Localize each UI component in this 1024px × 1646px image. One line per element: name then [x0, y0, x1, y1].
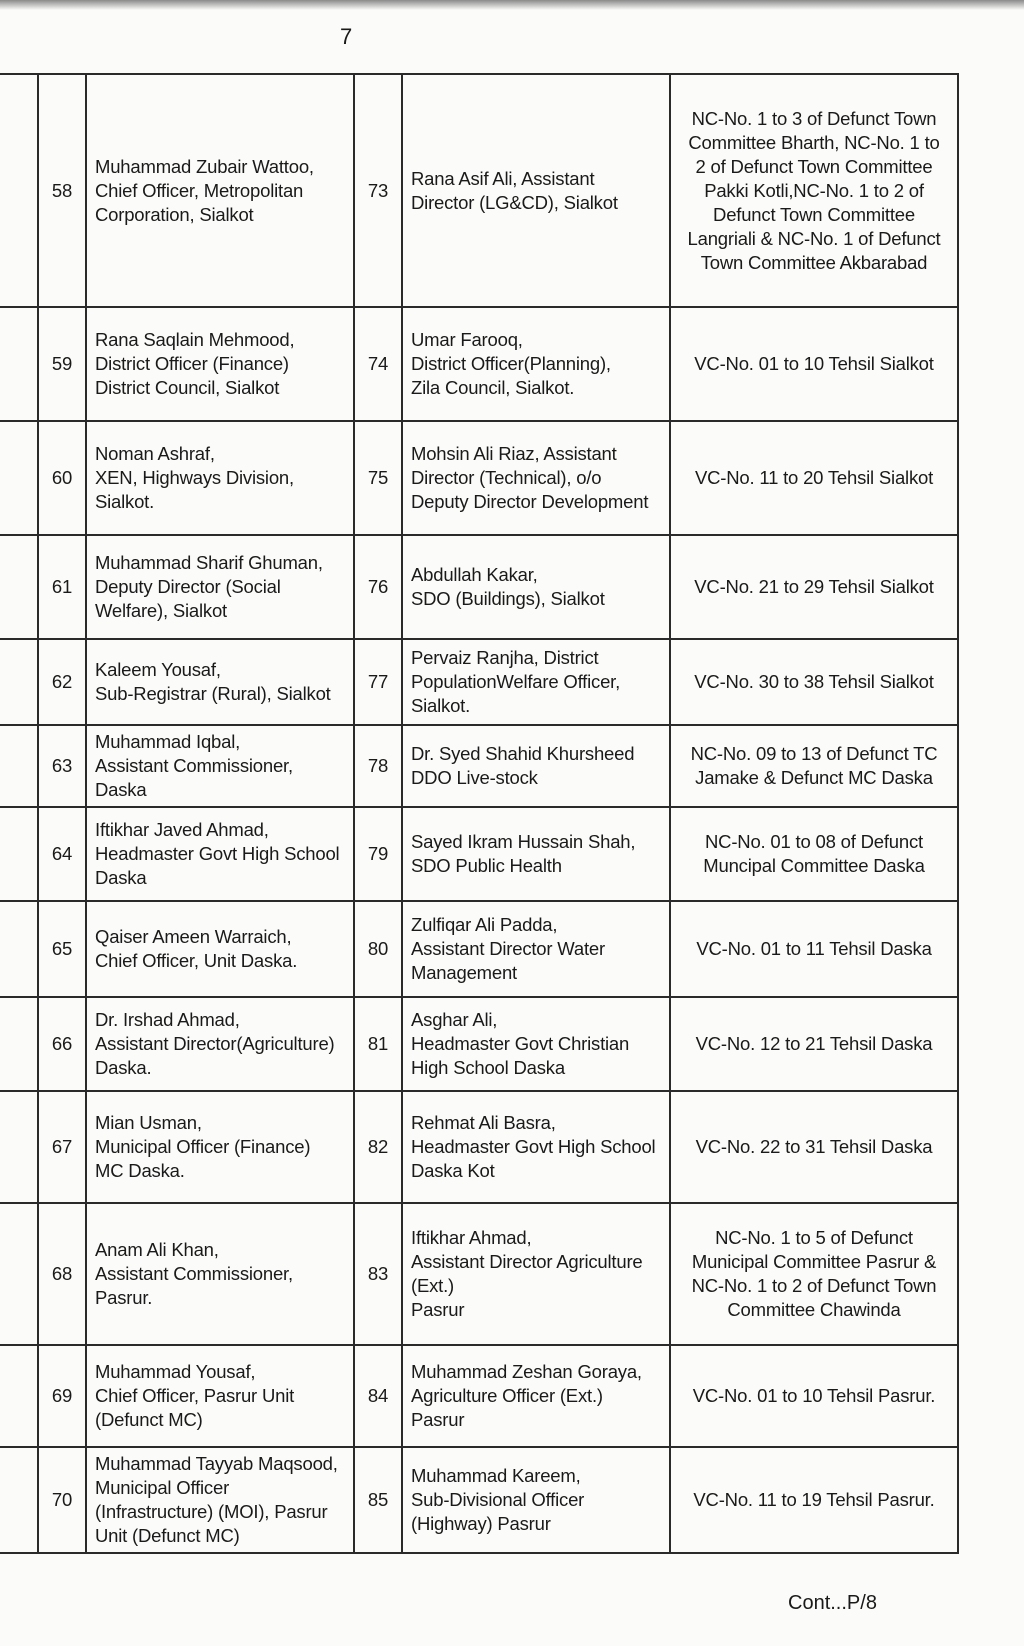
- area-line: Langriali & NC-No. 1 of Defunct: [687, 227, 941, 249]
- officer-line: District Council, Sialkot: [95, 377, 280, 398]
- area-cell: [670, 1091, 958, 1203]
- left-margin-cell: [0, 901, 38, 997]
- officer-2-cell: [402, 1203, 670, 1345]
- officer-line: Kaleem Yousaf,: [95, 659, 221, 680]
- officer-line: Daska: [95, 779, 147, 800]
- officer-line: Municipal Officer: [95, 1477, 230, 1498]
- serial-number: 69: [38, 1345, 86, 1447]
- area-cell: [670, 307, 958, 421]
- area-line: 2 of Defunct Town Committee: [695, 155, 933, 177]
- officer-cell: [86, 1447, 354, 1553]
- officer-2-line: Deputy Director Development: [411, 491, 649, 512]
- serial-number: 61: [38, 535, 86, 639]
- left-margin-cell: [0, 725, 38, 807]
- officer-2-line: (Ext.): [411, 1275, 454, 1296]
- area-line: Muncipal Committee Daska: [703, 855, 925, 876]
- officer-line: Noman Ashraf,: [95, 443, 215, 464]
- left-margin-cell: [0, 535, 38, 639]
- officer-cell: [86, 901, 354, 997]
- officer-line: Unit (Defunct MC): [95, 1525, 240, 1546]
- area-line: Town Committee Akbarabad: [700, 251, 928, 273]
- area-line: NC-No. 1 to 2 of Defunct Town: [691, 1275, 937, 1296]
- officer-2-cell: [402, 421, 670, 535]
- serial-number-2: 81: [354, 997, 402, 1091]
- officer-2-line: Muhammad Kareem,: [411, 1465, 581, 1486]
- officer-line: Rana Saqlain Mehmood,: [95, 329, 295, 350]
- officer-2-line: Asghar Ali,: [411, 1009, 498, 1030]
- area-line: VC-No. 12 to 21 Tehsil Daska: [695, 1033, 933, 1054]
- officer-line: Chief Officer, Metropolitan: [95, 179, 304, 201]
- table-row: [0, 1447, 958, 1553]
- officer-line: Assistant Commissioner,: [95, 755, 293, 776]
- officer-2-line: Sialkot.: [411, 695, 471, 716]
- area-cell: [670, 725, 958, 807]
- area-cell: [670, 807, 958, 901]
- officer-cell: [86, 1203, 354, 1345]
- officer-cell: [86, 1091, 354, 1203]
- serial-number-2: 74: [354, 307, 402, 421]
- officer-cell: [86, 307, 354, 421]
- page-edge-shadow: [0, 0, 1024, 10]
- officer-2-line: Zulfiqar Ali Padda,: [411, 914, 558, 935]
- left-margin-cell: [0, 421, 38, 535]
- officer-cell: [86, 639, 354, 725]
- officer-line: Qaiser Ameen Warraich,: [95, 926, 292, 947]
- area-line: Municipal Committee Pasrur &: [691, 1251, 937, 1272]
- officer-line: Muhammad Zubair Wattoo,: [95, 155, 314, 177]
- officer-line: XEN, Highways Division,: [95, 467, 294, 488]
- area-cell: [670, 1447, 958, 1553]
- officer-2-line: District Officer(Planning),: [411, 353, 611, 374]
- officer-line: Assistant Director(Agriculture): [95, 1033, 335, 1054]
- serial-number-2: 83: [354, 1203, 402, 1345]
- officer-2-line: Assistant Director Agriculture: [411, 1251, 643, 1272]
- area-cell: [670, 997, 958, 1091]
- officer-2-line: Dr. Syed Shahid Khursheed: [411, 743, 635, 764]
- officer-2-line: Assistant Director Water: [411, 938, 605, 959]
- officer-2-line: Rehmat Ali Basra,: [411, 1112, 556, 1133]
- serial-number: 65: [38, 901, 86, 997]
- officer-2-line: Agriculture Officer (Ext.) Pasrur: [411, 1385, 603, 1430]
- officer-line: District Officer (Finance): [95, 353, 289, 374]
- officer-2-line: Mohsin Ali Riaz, Assistant: [411, 443, 617, 464]
- duty-roster-table: [0, 73, 959, 1554]
- officer-2-line: Daska Kot: [411, 1160, 495, 1181]
- table-row: [0, 725, 958, 807]
- area-line: Jamake & Defunct MC Daska: [695, 767, 933, 788]
- officer-line: Daska: [95, 867, 147, 888]
- serial-number-2: 77: [354, 639, 402, 725]
- serial-number: 66: [38, 997, 86, 1091]
- table-row: [0, 535, 958, 639]
- area-line: VC-No. 11 to 19 Tehsil Pasrur.: [693, 1489, 935, 1510]
- officer-2-line: Director (Technical), o/o: [411, 467, 602, 488]
- table-row: [0, 997, 958, 1091]
- officer-line: (Defunct MC): [95, 1409, 203, 1430]
- officer-cell: [86, 997, 354, 1091]
- officer-2-cell: [402, 1091, 670, 1203]
- officer-2-line: Pasrur: [411, 1299, 465, 1320]
- officer-2-line: SDO Public Health: [411, 855, 562, 876]
- table-row: [0, 74, 958, 307]
- officer-2-line: DDO Live-stock: [411, 767, 538, 788]
- serial-number-2: 73: [354, 74, 402, 307]
- officer-2-line: Iftikhar Ahmad,: [411, 1227, 532, 1248]
- officer-line: Daska.: [95, 1057, 152, 1078]
- area-line: NC-No. 1 to 5 of Defunct: [715, 1227, 913, 1248]
- serial-number: 59: [38, 307, 86, 421]
- table-row: [0, 1091, 958, 1203]
- officer-line: Pasrur.: [95, 1287, 153, 1308]
- officer-2-cell: [402, 1345, 670, 1447]
- left-margin-cell: [0, 307, 38, 421]
- roster-body: [0, 74, 958, 1553]
- serial-number: 58: [38, 74, 86, 307]
- table-row: [0, 1203, 958, 1345]
- area-line: NC-No. 01 to 08 of Defunct: [705, 831, 923, 852]
- serial-number-2: 75: [354, 421, 402, 535]
- left-margin-cell: [0, 639, 38, 725]
- area-cell: [670, 421, 958, 535]
- area-cell: [670, 74, 958, 307]
- serial-number-2: 76: [354, 535, 402, 639]
- table-row: [0, 807, 958, 901]
- officer-2-line: Sayed Ikram Hussain Shah,: [411, 831, 636, 852]
- officer-line: Dr. Irshad Ahmad,: [95, 1009, 240, 1030]
- officer-cell: [86, 725, 354, 807]
- officer-2-cell: [402, 997, 670, 1091]
- area-cell: [670, 535, 958, 639]
- area-cell: [670, 901, 958, 997]
- officer-line: Muhammad Tayyab Maqsood,: [95, 1453, 338, 1474]
- officer-2-cell: [402, 639, 670, 725]
- officer-2-line: Zila Council, Sialkot.: [411, 377, 575, 398]
- area-cell: [670, 1345, 958, 1447]
- serial-number: 64: [38, 807, 86, 901]
- officer-2-cell: [402, 307, 670, 421]
- officer-2-cell: [402, 725, 670, 807]
- officer-line: Sialkot.: [95, 491, 155, 512]
- officer-line: Headmaster Govt High School: [95, 843, 340, 864]
- officer-line: Mian Usman,: [95, 1112, 202, 1133]
- officer-2-line: Director (LG&CD), Sialkot: [411, 191, 618, 213]
- officer-line: Anam Ali Khan,: [95, 1239, 219, 1260]
- area-line: VC-No. 01 to 10 Tehsil Pasrur.: [692, 1385, 936, 1406]
- officer-2-cell: [402, 535, 670, 639]
- table-row: [0, 639, 958, 725]
- area-cell: [670, 1203, 958, 1345]
- officer-2-cell: [402, 807, 670, 901]
- officer-line: MC Daska.: [95, 1160, 185, 1181]
- area-cell: [670, 639, 958, 725]
- left-margin-cell: [0, 1203, 38, 1345]
- left-margin-cell: [0, 1447, 38, 1553]
- area-line: VC-No. 30 to 38 Tehsil Sialkot: [694, 671, 934, 692]
- officer-line: Chief Officer, Unit Daska.: [95, 950, 298, 971]
- officer-2-line: Headmaster Govt High School: [411, 1136, 656, 1157]
- left-margin-cell: [0, 1345, 38, 1447]
- area-line: VC-No. 21 to 29 Tehsil Sialkot: [694, 576, 934, 597]
- serial-number: 63: [38, 725, 86, 807]
- officer-line: Muhammad Yousaf,: [95, 1361, 256, 1382]
- area-line: VC-No. 22 to 31 Tehsil Daska: [695, 1136, 933, 1157]
- officer-line: Iftikhar Javed Ahmad,: [95, 819, 269, 840]
- officer-line: Deputy Director (Social: [95, 576, 281, 597]
- serial-number-2: 82: [354, 1091, 402, 1203]
- serial-number-2: 80: [354, 901, 402, 997]
- serial-number-2: 85: [354, 1447, 402, 1553]
- serial-number: 60: [38, 421, 86, 535]
- area-line: VC-No. 01 to 11 Tehsil Daska: [696, 938, 932, 959]
- officer-line: Municipal Officer (Finance): [95, 1136, 311, 1157]
- officer-2-line: Rana Asif Ali, Assistant: [411, 167, 595, 189]
- area-line: VC-No. 01 to 10 Tehsil Sialkot: [694, 353, 934, 374]
- officer-line: Assistant Commissioner,: [95, 1263, 293, 1284]
- page-number: 7: [340, 24, 353, 49]
- officer-2-cell: [402, 74, 670, 307]
- officer-line: Corporation, Sialkot: [95, 203, 254, 225]
- officer-cell: [86, 421, 354, 535]
- officer-line: Welfare), Sialkot: [95, 600, 227, 621]
- area-line: Defunct Town Committee: [713, 203, 915, 225]
- table-row: [0, 421, 958, 535]
- officer-cell: [86, 807, 354, 901]
- officer-2-line: (Highway) Pasrur: [411, 1513, 551, 1534]
- officer-2-line: Headmaster Govt Christian: [411, 1033, 630, 1054]
- officer-2-cell: [402, 901, 670, 997]
- left-margin-cell: [0, 1091, 38, 1203]
- serial-number: 68: [38, 1203, 86, 1345]
- left-margin-cell: [0, 74, 38, 307]
- area-line: NC-No. 09 to 13 of Defunct TC: [690, 743, 938, 764]
- left-margin-cell: [0, 997, 38, 1091]
- area-line: Committee Chawinda: [727, 1299, 901, 1320]
- officer-2-line: Management: [411, 962, 517, 983]
- officer-line: Muhammad Sharif Ghuman,: [95, 552, 323, 573]
- officer-line: Muhammad Iqbal,: [95, 731, 241, 752]
- table-row: [0, 307, 958, 421]
- area-line: Pakki Kotli,NC-No. 1 to 2 of: [704, 179, 924, 201]
- officer-cell: [86, 74, 354, 307]
- area-line: NC-No. 1 to 3 of Defunct Town: [691, 107, 937, 129]
- officer-2-line: High School Daska: [411, 1057, 565, 1078]
- officer-cell: [86, 1345, 354, 1447]
- officer-2-line: Sub-Divisional Officer: [411, 1489, 585, 1510]
- serial-number-2: 84: [354, 1345, 402, 1447]
- area-line: Committee Bharth, NC-No. 1 to: [688, 131, 940, 153]
- table-row: [0, 901, 958, 997]
- officer-2-line: Muhammad Zeshan Goraya,: [411, 1361, 642, 1382]
- officer-line: Sub-Registrar (Rural), Sialkot: [95, 683, 331, 704]
- officer-2-cell: [402, 1447, 670, 1553]
- table-row: [0, 1345, 958, 1447]
- officer-2-line: Pervaiz Ranjha, District: [411, 647, 599, 668]
- officer-2-line: Abdullah Kakar,: [411, 564, 538, 585]
- officer-cell: [86, 535, 354, 639]
- officer-2-line: SDO (Buildings), Sialkot: [411, 588, 605, 609]
- area-line: VC-No. 11 to 20 Tehsil Sialkot: [694, 467, 934, 488]
- officer-line: (Infrastructure) (MOI), Pasrur: [95, 1501, 328, 1522]
- officer-2-line: PopulationWelfare Officer,: [411, 671, 621, 692]
- serial-number: 70: [38, 1447, 86, 1553]
- serial-number-2: 78: [354, 725, 402, 807]
- officer-2-line: Umar Farooq,: [411, 329, 523, 350]
- continuation-note: Cont...P/8: [788, 1592, 877, 1614]
- serial-number: 67: [38, 1091, 86, 1203]
- left-margin-cell: [0, 807, 38, 901]
- officer-line: Chief Officer, Pasrur Unit: [95, 1385, 295, 1406]
- serial-number: 62: [38, 639, 86, 725]
- serial-number-2: 79: [354, 807, 402, 901]
